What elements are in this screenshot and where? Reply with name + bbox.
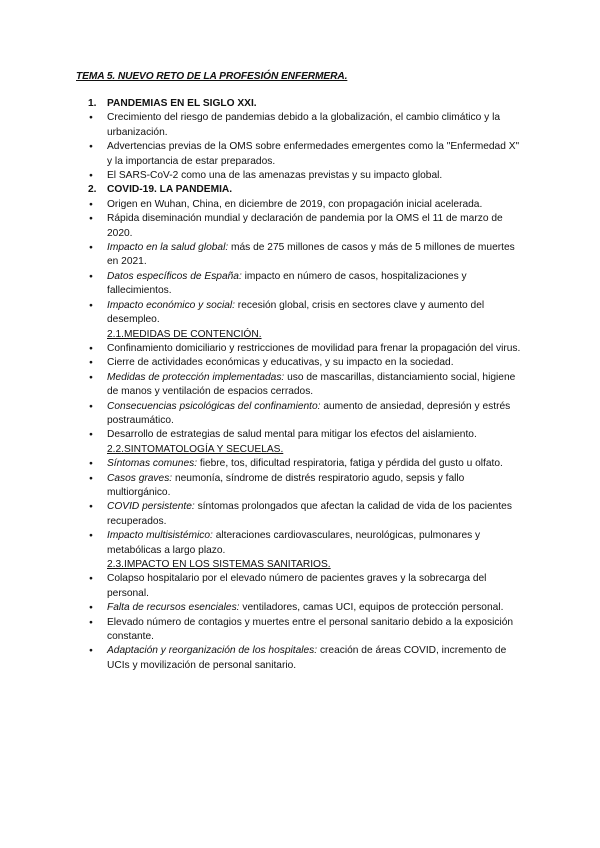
bullet-lead: COVID persistente:: [107, 501, 195, 513]
bullet-text: Elevado número de contagios y muertes entre el personal sanitario debido a la exposición constante.: [107, 616, 514, 643]
bullet-lead: Impacto en la salud global:: [107, 242, 229, 254]
bullet-lead: Impacto económico y social:: [107, 299, 235, 311]
bullet-item: [86, 342, 526, 356]
section-heading: [86, 97, 526, 111]
bullet-text: Desarrollo de estrategias de salud mental para mitigar los efectos del aislamiento.: [107, 429, 477, 441]
bullet-text: aumento de ansiedad, depresión y estrés postraumático.: [107, 400, 511, 426]
bullet-text: alteraciones cardiovasculares, neurológicas, pulmonares y metabólicas a largo plazo.: [107, 530, 481, 556]
document-body: [86, 97, 526, 673]
bullet-item: [86, 169, 526, 183]
bullet-lead: Adaptación y reorganización de los hospitales:: [107, 645, 318, 657]
bullet-text: uso de mascarillas, distanciamiento social, higiene de manos y ventilación de espacios cerrados.: [107, 371, 516, 398]
bullet-item: [86, 572, 526, 601]
bullet-item: [86, 616, 526, 645]
bullet-item: [86, 371, 526, 400]
bullet-text: fiebre, tos, dificultad respiratoria, fatiga y pérdida del gusto u olfato.: [197, 458, 503, 470]
bullet-item: [86, 428, 526, 442]
bullet-item: [86, 500, 526, 529]
bullet-lead: Casos graves:: [107, 472, 173, 484]
bullet-item: [86, 472, 526, 501]
bullet-text: Advertencias previas de la OMS sobre enfermedades emergentes como la "Enfermedad X" y la importancia de estar preparados.: [107, 141, 520, 167]
bullet-item: [86, 111, 526, 140]
bullet-text: Crecimiento del riesgo de pandemias debido a la globalización, el cambio climático y la urbanización.: [107, 112, 500, 138]
bullet-item: [86, 644, 526, 673]
bullet-item: [86, 457, 526, 471]
bullet-text: Colapso hospitalario por el elevado número de pacientes graves y la sobrecarga del personal.: [107, 573, 487, 599]
bullet-lead: Impacto multisistémico:: [107, 530, 213, 542]
bullet-text: impacto en número de casos, hospitalizaciones y fallecimientos.: [107, 270, 467, 297]
subsection-heading: 2.3.IMPACTO EN LOS SISTEMAS SANITARIOS.: [107, 559, 331, 570]
bullet-item: [86, 140, 526, 169]
bullet-text: creación de áreas COVID, incremento de UCIs y movilización de personal sanitario.: [107, 645, 507, 671]
section-title: PANDEMIAS EN EL SIGLO XXI.: [107, 98, 257, 109]
bullet-text: síntomas prolongados que afectan la calidad de vida de los pacientes recuperados.: [107, 501, 512, 527]
bullet-lead: Medidas de protección implementadas:: [107, 371, 285, 383]
subsection-heading: 2.2.SINTOMATOLOGÍA Y SECUELAS.: [107, 443, 284, 455]
bullet-text: El SARS-CoV-2 como una de las amenazas previstas y su impacto global.: [107, 170, 443, 182]
section-title: COVID-19. LA PANDEMIA.: [107, 184, 233, 196]
section-number: 2.: [88, 184, 97, 196]
bullet-item: [86, 529, 526, 558]
bullet-item: [86, 198, 526, 212]
bullet-item: [86, 601, 526, 615]
section-heading: [86, 183, 526, 197]
bullet-item: [86, 400, 526, 429]
bullet-text: Confinamiento domiciliario y restricciones de movilidad para frenar la propagación del virus.: [107, 342, 521, 354]
bullet-text: neumonía, síndrome de distrés respiratorio agudo, sepsis y fallo multiorgánico.: [107, 472, 465, 498]
bullet-text: Cierre de actividades económicas y educativas, y su impacto en la sociedad.: [107, 357, 454, 369]
bullet-item: [86, 212, 526, 241]
bullet-text: recesión global, crisis en sectores clave y aumento del desempleo.: [107, 299, 485, 326]
subsection-heading: 2.1.MEDIDAS DE CONTENCIÓN.: [107, 328, 262, 340]
bullet-lead: Falta de recursos esenciales:: [107, 602, 240, 614]
bullet-item: [86, 270, 526, 299]
document-title: TEMA 5. NUEVO RETO DE LA PROFESIÓN ENFERMERA.: [76, 71, 348, 82]
bullet-text: Rápida diseminación mundial y declaración de pandemia por la OMS el 11 de marzo de 2020.: [107, 213, 503, 239]
bullet-item: [86, 356, 526, 370]
bullet-text: ventiladores, camas UCI, equipos de protección personal.: [239, 602, 504, 614]
bullet-item: [86, 299, 526, 328]
section-number: 1.: [88, 98, 97, 109]
bullet-text: más de 275 millones de casos y más de 5 millones de muertes en 2021.: [107, 242, 515, 268]
bullet-lead: Consecuencias psicológicas del confinamiento:: [107, 400, 321, 412]
bullet-lead: Síntomas comunes:: [107, 458, 198, 470]
bullet-item: [86, 241, 526, 270]
bullet-lead: Datos específicos de España:: [107, 270, 242, 282]
bullet-text: Origen en Wuhan, China, en diciembre de 2019, con propagación inicial acelerada.: [107, 198, 483, 210]
